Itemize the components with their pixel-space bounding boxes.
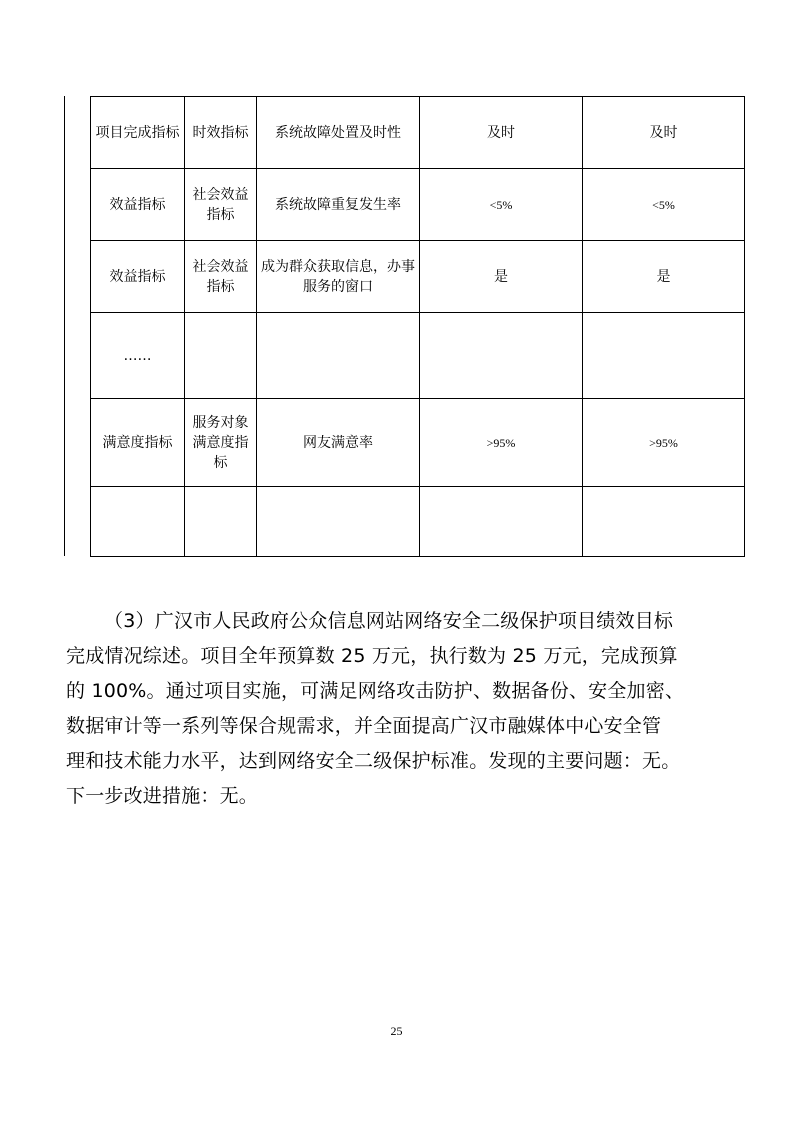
level3-indicator-cell: 系统故障处置及时性	[257, 97, 420, 169]
target-value-cell	[420, 313, 583, 399]
level1-indicator-cell: 满意度指标	[91, 399, 185, 487]
paragraph-line: 的 100%。通过项目实施，可满足网络攻击防护、数据备份、安全加密、	[66, 680, 685, 702]
actual-value-cell: 是	[583, 241, 745, 313]
performance-table-wrapper	[64, 96, 729, 556]
table-row	[91, 313, 745, 399]
table-row	[91, 487, 745, 557]
target-value-cell	[420, 487, 583, 557]
paragraph-line: 完成情况综述。项目全年预算数 25 万元，执行数为 25 万元，完成预算	[66, 645, 678, 667]
level2-indicator-cell: 服务对象满意度指标	[185, 399, 257, 487]
target-value-cell: <5%	[420, 169, 583, 241]
level1-indicator-cell: 效益指标	[91, 169, 185, 241]
level3-indicator-cell: 成为群众获取信息，办事服务的窗口	[257, 241, 420, 313]
paragraph-line: （3）广汉市人民政府公众信息网站网络安全二级保护项目绩效目标	[104, 610, 674, 632]
level2-indicator-cell: 社会效益指标	[185, 241, 257, 313]
paragraph-line: 理和技术能力水平，达到网络安全二级保护标准。发现的主要问题：无。	[66, 750, 681, 772]
summary-paragraph	[66, 604, 731, 814]
level1-indicator-cell: ……	[91, 313, 185, 399]
target-value-cell: 是	[420, 241, 583, 313]
paragraph-line: 下一步改进措施：无。	[66, 785, 259, 807]
level3-indicator-cell: 网友满意率	[257, 399, 420, 487]
level2-indicator-cell	[185, 487, 257, 557]
actual-value-cell: <5%	[583, 169, 745, 241]
table-row	[91, 97, 745, 169]
actual-value-cell	[583, 487, 745, 557]
table-row	[91, 241, 745, 313]
actual-value-cell	[583, 313, 745, 399]
paragraph-line: 数据审计等一系列等保合规需求，并全面提高广汉市融媒体中心安全管	[66, 715, 662, 737]
actual-value-cell: >95%	[583, 399, 745, 487]
level3-indicator-cell	[257, 487, 420, 557]
level1-indicator-cell	[91, 487, 185, 557]
table-outer-border	[64, 96, 65, 556]
level3-indicator-cell	[257, 313, 420, 399]
table-row	[91, 169, 745, 241]
level1-indicator-cell: 效益指标	[91, 241, 185, 313]
level2-indicator-cell: 时效指标	[185, 97, 257, 169]
actual-value-cell: 及时	[583, 97, 745, 169]
level2-indicator-cell: 社会效益指标	[185, 169, 257, 241]
level2-indicator-cell	[185, 313, 257, 399]
target-value-cell: 及时	[420, 97, 583, 169]
target-value-cell: >95%	[420, 399, 583, 487]
level3-indicator-cell: 系统故障重复发生率	[257, 169, 420, 241]
page-number: 25	[390, 1024, 403, 1038]
level1-indicator-cell: 项目完成指标	[91, 97, 185, 169]
table-row	[91, 399, 745, 487]
performance-indicator-table	[90, 96, 745, 557]
